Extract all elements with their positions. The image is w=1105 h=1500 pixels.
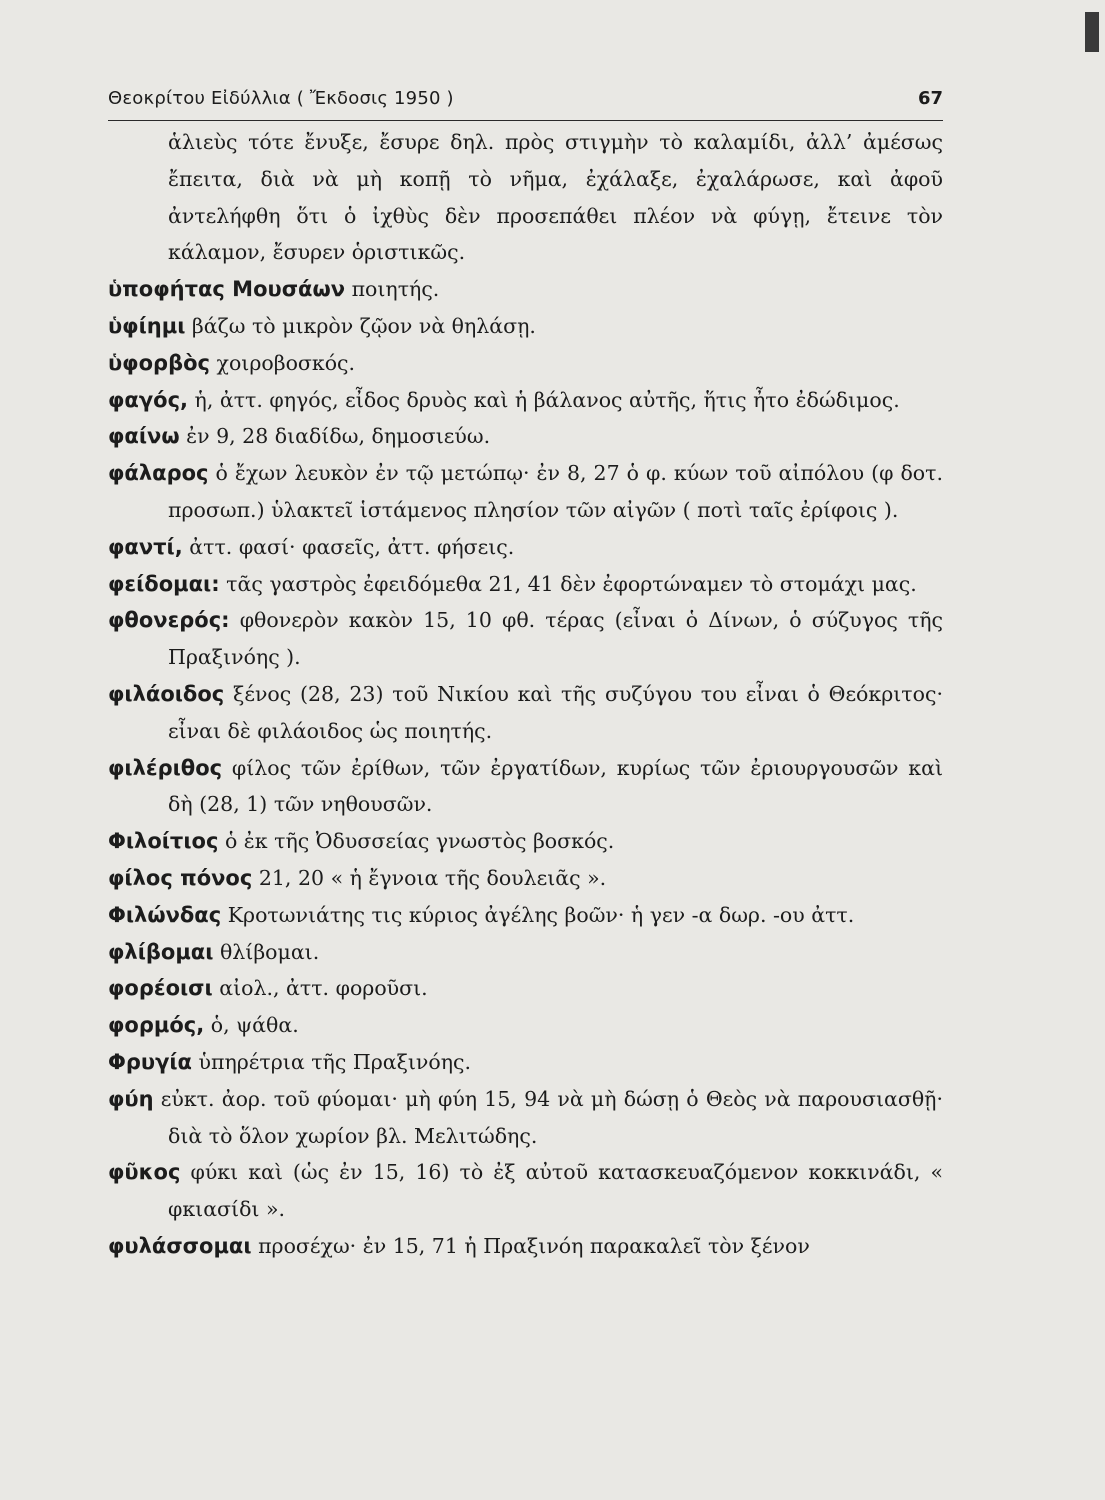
definition: ξένος (28, 23) τοῦ Νικίου καὶ τῆς συζύγου του εἶναι ὁ Θεόκριτος· εἶναι δὲ φιλάοιδος ὡς ποιητής. [168, 681, 943, 743]
headword: φείδομαι: [108, 571, 220, 596]
headword: ὑφίημι [108, 313, 186, 338]
definition: αἰολ., ἀττ. φοροῦσι. [219, 976, 428, 1001]
running-header [108, 88, 943, 121]
headword: φλίβομαι [108, 939, 214, 964]
definition: ὁ ἔχων λευκὸν ἐν τῷ μετώπῳ· ἐν 8, 27 ὁ φ. κύων τοῦ αἰπόλου (φ δοτ. προσωπ.) ὑλακτεῖ ἱστάμενος πλησίον τῶν αἰγῶν ( ποτὶ ταῖς ἐρίφοις ). [168, 461, 943, 522]
definition: ποιητής. [351, 277, 440, 302]
glossary-entry [108, 934, 943, 971]
glossary-entry [108, 418, 943, 455]
definition: ὑπηρέτρια τῆς Πραξινόης. [198, 1049, 472, 1074]
glossary-entry [108, 1228, 943, 1265]
definition: ὁ ἐκ τῆς Ὀδυσσείας γνωστὸς βοσκός. [224, 829, 615, 854]
glossary-entry [108, 345, 943, 382]
glossary-entry [108, 1044, 943, 1081]
headword: φαντί, [108, 534, 183, 559]
headword: φιλέριθος [108, 755, 223, 780]
headword: φιλάοιδος [108, 681, 225, 706]
scan-edge-mark [1085, 12, 1099, 52]
glossary-entry [108, 750, 943, 824]
glossary-entry [108, 970, 943, 1007]
glossary-entry [108, 382, 943, 419]
definition: χοιροβοσκός. [216, 350, 356, 375]
glossary-entry [108, 602, 943, 676]
definition: ἡ, ἀττ. φηγός, εἶδος δρυὸς καὶ ἡ βάλανος αὐτῆς, ἥτις ἦτο ἐδώδιμος. [194, 387, 900, 412]
headword: ὑποφήτας Μουσάων [108, 277, 346, 302]
headword: Φρυγία [108, 1049, 192, 1074]
headword: φαίνω [108, 424, 180, 449]
definition: θλίβομαι. [219, 939, 320, 964]
continuation-text: ἁλιεὺς τότε ἔνυξε, ἔσυρε δηλ. πρὸς στιγμὴν τὸ καλαμίδι, ἀλλ’ ἀμέσως ἔπειτα, διὰ νὰ μὴ κοπῇ τὸ νῆμα, ἐχάλαξε, ἐχαλάρωσε, καὶ ἀφοῦ ἀντελήφθη ὅτι ὁ ἰχθὺς δὲν προσεπάθει πλέον νὰ φύγῃ, ἔτεινε τὸν κάλαμον, ἔσυρεν ὁριστικῶς. [168, 130, 943, 265]
headword: φύη [108, 1086, 154, 1111]
headword: φορέοισι [108, 976, 213, 1001]
page-number: 67 [917, 88, 943, 109]
definition: βάζω τὸ μικρὸν ζῷον νὰ θηλάσῃ. [191, 313, 536, 338]
headword: Φιλώνδας [108, 902, 222, 927]
glossary-entry [108, 566, 943, 603]
headword: φῦκος [108, 1160, 181, 1185]
definition: ἀττ. φασί· φασεῖς, ἀττ. φήσεις. [189, 534, 515, 559]
definition: Κροτωνιάτης τις κύριος ἀγέλης βοῶν· ἡ γεν -α δωρ. -ου ἀττ. [227, 902, 855, 927]
definition: εὐκτ. ἀορ. τοῦ φύομαι· μὴ φύη 15, 94 νὰ μὴ δώσῃ ὁ Θεὸς νὰ παρουσιασθῇ· διὰ τὸ ὅλον χωρίον βλ. Μελιτώδης. [160, 1086, 943, 1148]
headword: φίλος πόνος [108, 865, 253, 890]
glossary-entry [108, 676, 943, 750]
glossary-entry [108, 271, 943, 308]
definition: 21, 20 « ἡ ἔγνοια τῆς δουλειᾶς ». [258, 865, 607, 890]
glossary-entry [108, 823, 943, 860]
headword: φθονερός: [108, 608, 230, 633]
definition: φύκι καὶ (ὡς ἐν 15, 16) τὸ ἐξ αὐτοῦ κατασκευαζόμενον κοκκινάδι, « φκιασίδι ». [168, 1160, 943, 1222]
glossary-entries [108, 124, 943, 1265]
definition: φθονερὸν κακὸν 15, 10 φθ. τέρας (εἶναι ὁ Δίνων, ὁ σύζυγος τῆς Πραξινόης ). [168, 608, 943, 670]
glossary-entry [108, 308, 943, 345]
headword: φάλαρος [108, 461, 209, 486]
definition: τᾶς γαστρὸς ἐφειδόμεθα 21, 41 δὲν ἐφορτώναμεν τὸ στομάχι μας. [226, 571, 917, 596]
headword: φυλάσσομαι [108, 1233, 252, 1258]
headword: φαγός, [108, 387, 189, 412]
definition: φίλος τῶν ἐρίθων, τῶν ἐργατίδων, κυρίως τῶν ἐριουργουσῶν καὶ δὴ (28, 1) τῶν νηθουσῶν. [168, 755, 943, 817]
header-title: Θεοκρίτου Εἰδύλλια ( Ἔκδοσις 1950 ) [108, 88, 454, 109]
glossary-entry [108, 860, 943, 897]
glossary-entry [108, 529, 943, 566]
definition: προσέχω· ἐν 15, 71 ἡ Πραξινόη παρακαλεῖ τὸν ξένον [258, 1233, 810, 1258]
headword: ὑφορβὸς [108, 350, 210, 375]
glossary-entry [108, 1007, 943, 1044]
definition: ὁ, ψάθα. [210, 1013, 299, 1038]
glossary-entry [108, 897, 943, 934]
definition: ἐν 9, 28 διαδίδω, δημοσιεύω. [186, 424, 491, 449]
headword: φορμός, [108, 1013, 205, 1038]
glossary-entry [108, 1081, 943, 1155]
glossary-entry [108, 455, 943, 529]
glossary-entry [108, 1154, 943, 1228]
headword: Φιλοίτιος [108, 829, 219, 854]
